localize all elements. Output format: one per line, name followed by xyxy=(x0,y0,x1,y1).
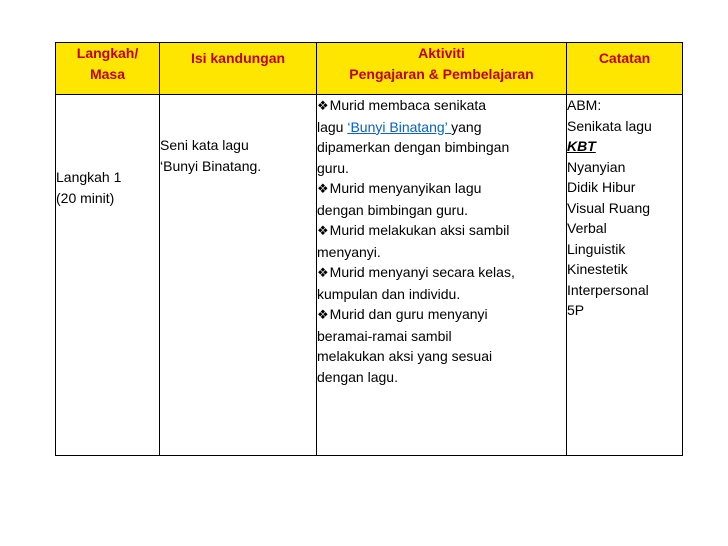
table-header-row xyxy=(56,43,683,95)
isi-line2: ‘Bunyi Binatang. xyxy=(160,157,262,174)
catatan-abm: ABM: xyxy=(567,97,602,113)
aktiviti-item-1 xyxy=(317,95,566,178)
aktiviti-5-line3: melakukan aksi yang sesuai xyxy=(317,348,493,364)
catatan-item: Visual Ruang xyxy=(567,199,651,216)
aktiviti-5-line2: beramai-ramai sambil xyxy=(317,327,452,344)
masa-label: (20 minit) xyxy=(56,189,115,206)
aktiviti-3-line2: menyanyi. xyxy=(317,243,381,260)
catatan-item: Verbal xyxy=(567,220,607,236)
aktiviti-4-line2: kumpulan dan individu. xyxy=(317,285,461,302)
isi-line1: Seni kata lagu xyxy=(160,137,249,153)
diamond-bullet-icon: ❖ xyxy=(317,307,329,322)
aktiviti-item-4 xyxy=(317,262,566,304)
header-aktiviti-line1: Aktiviti xyxy=(418,45,465,61)
diamond-bullet-icon: ❖ xyxy=(317,265,329,280)
catatan-item: 5P xyxy=(567,302,585,318)
cell-langkah xyxy=(56,95,160,456)
catatan-item: Interpersonal xyxy=(567,281,649,298)
song-title-link[interactable]: ‘Bunyi Binatang’ xyxy=(347,118,452,135)
cell-aktiviti xyxy=(317,95,567,456)
diamond-bullet-icon: ❖ xyxy=(317,223,329,238)
aktiviti-1-line2-prefix: lagu xyxy=(317,118,348,135)
lesson-plan-table xyxy=(55,42,683,456)
aktiviti-5-line4: dengan lagu. xyxy=(317,368,398,385)
catatan-item: Linguistik xyxy=(567,240,626,257)
header-langkah-line2: Masa xyxy=(89,65,126,82)
aktiviti-item-2 xyxy=(317,178,566,220)
aktiviti-2-line2: dengan bimbingan guru. xyxy=(317,201,469,218)
cell-catatan xyxy=(567,95,683,456)
aktiviti-1-line1: Murid membaca senikata xyxy=(329,97,487,113)
catatan-item: Kinestetik xyxy=(567,261,628,277)
header-catatan-label: Catatan xyxy=(598,50,651,66)
aktiviti-2-line1: Murid menyanyikan lagu xyxy=(329,180,482,196)
catatan-kbt: KBT xyxy=(567,138,596,154)
aktiviti-4-line1: Murid menyanyi secara kelas, xyxy=(329,264,515,280)
header-isi-kandungan xyxy=(160,43,317,95)
header-aktiviti-line2: Pengajaran & Pembelajaran xyxy=(349,65,534,82)
header-isi-label: Isi kandungan xyxy=(190,50,286,66)
catatan-item: Didik Hibur xyxy=(567,179,636,195)
aktiviti-1-line3: dipamerkan dengan bimbingan xyxy=(317,139,510,155)
catatan-item: Nyanyian xyxy=(567,158,626,175)
aktiviti-1-line4: guru. xyxy=(317,159,349,176)
table-row xyxy=(56,95,683,456)
diamond-bullet-icon: ❖ xyxy=(317,98,329,113)
header-langkah-masa xyxy=(56,43,160,95)
langkah-label: Langkah 1 xyxy=(56,169,122,185)
cell-isi-kandungan xyxy=(160,95,317,456)
header-langkah-line1: Langkah/ xyxy=(76,45,139,61)
catatan-senikata: Senikata lagu xyxy=(567,117,652,134)
aktiviti-3-line1: Murid melakukan aksi sambil xyxy=(329,222,510,238)
diamond-bullet-icon: ❖ xyxy=(317,181,329,196)
aktiviti-1-line2-suffix: yang xyxy=(451,118,482,135)
aktiviti-item-3 xyxy=(317,220,566,262)
header-aktiviti xyxy=(317,43,567,95)
header-catatan xyxy=(567,43,683,95)
aktiviti-item-5 xyxy=(317,304,566,387)
aktiviti-5-line1: Murid dan guru menyanyi xyxy=(329,306,488,322)
